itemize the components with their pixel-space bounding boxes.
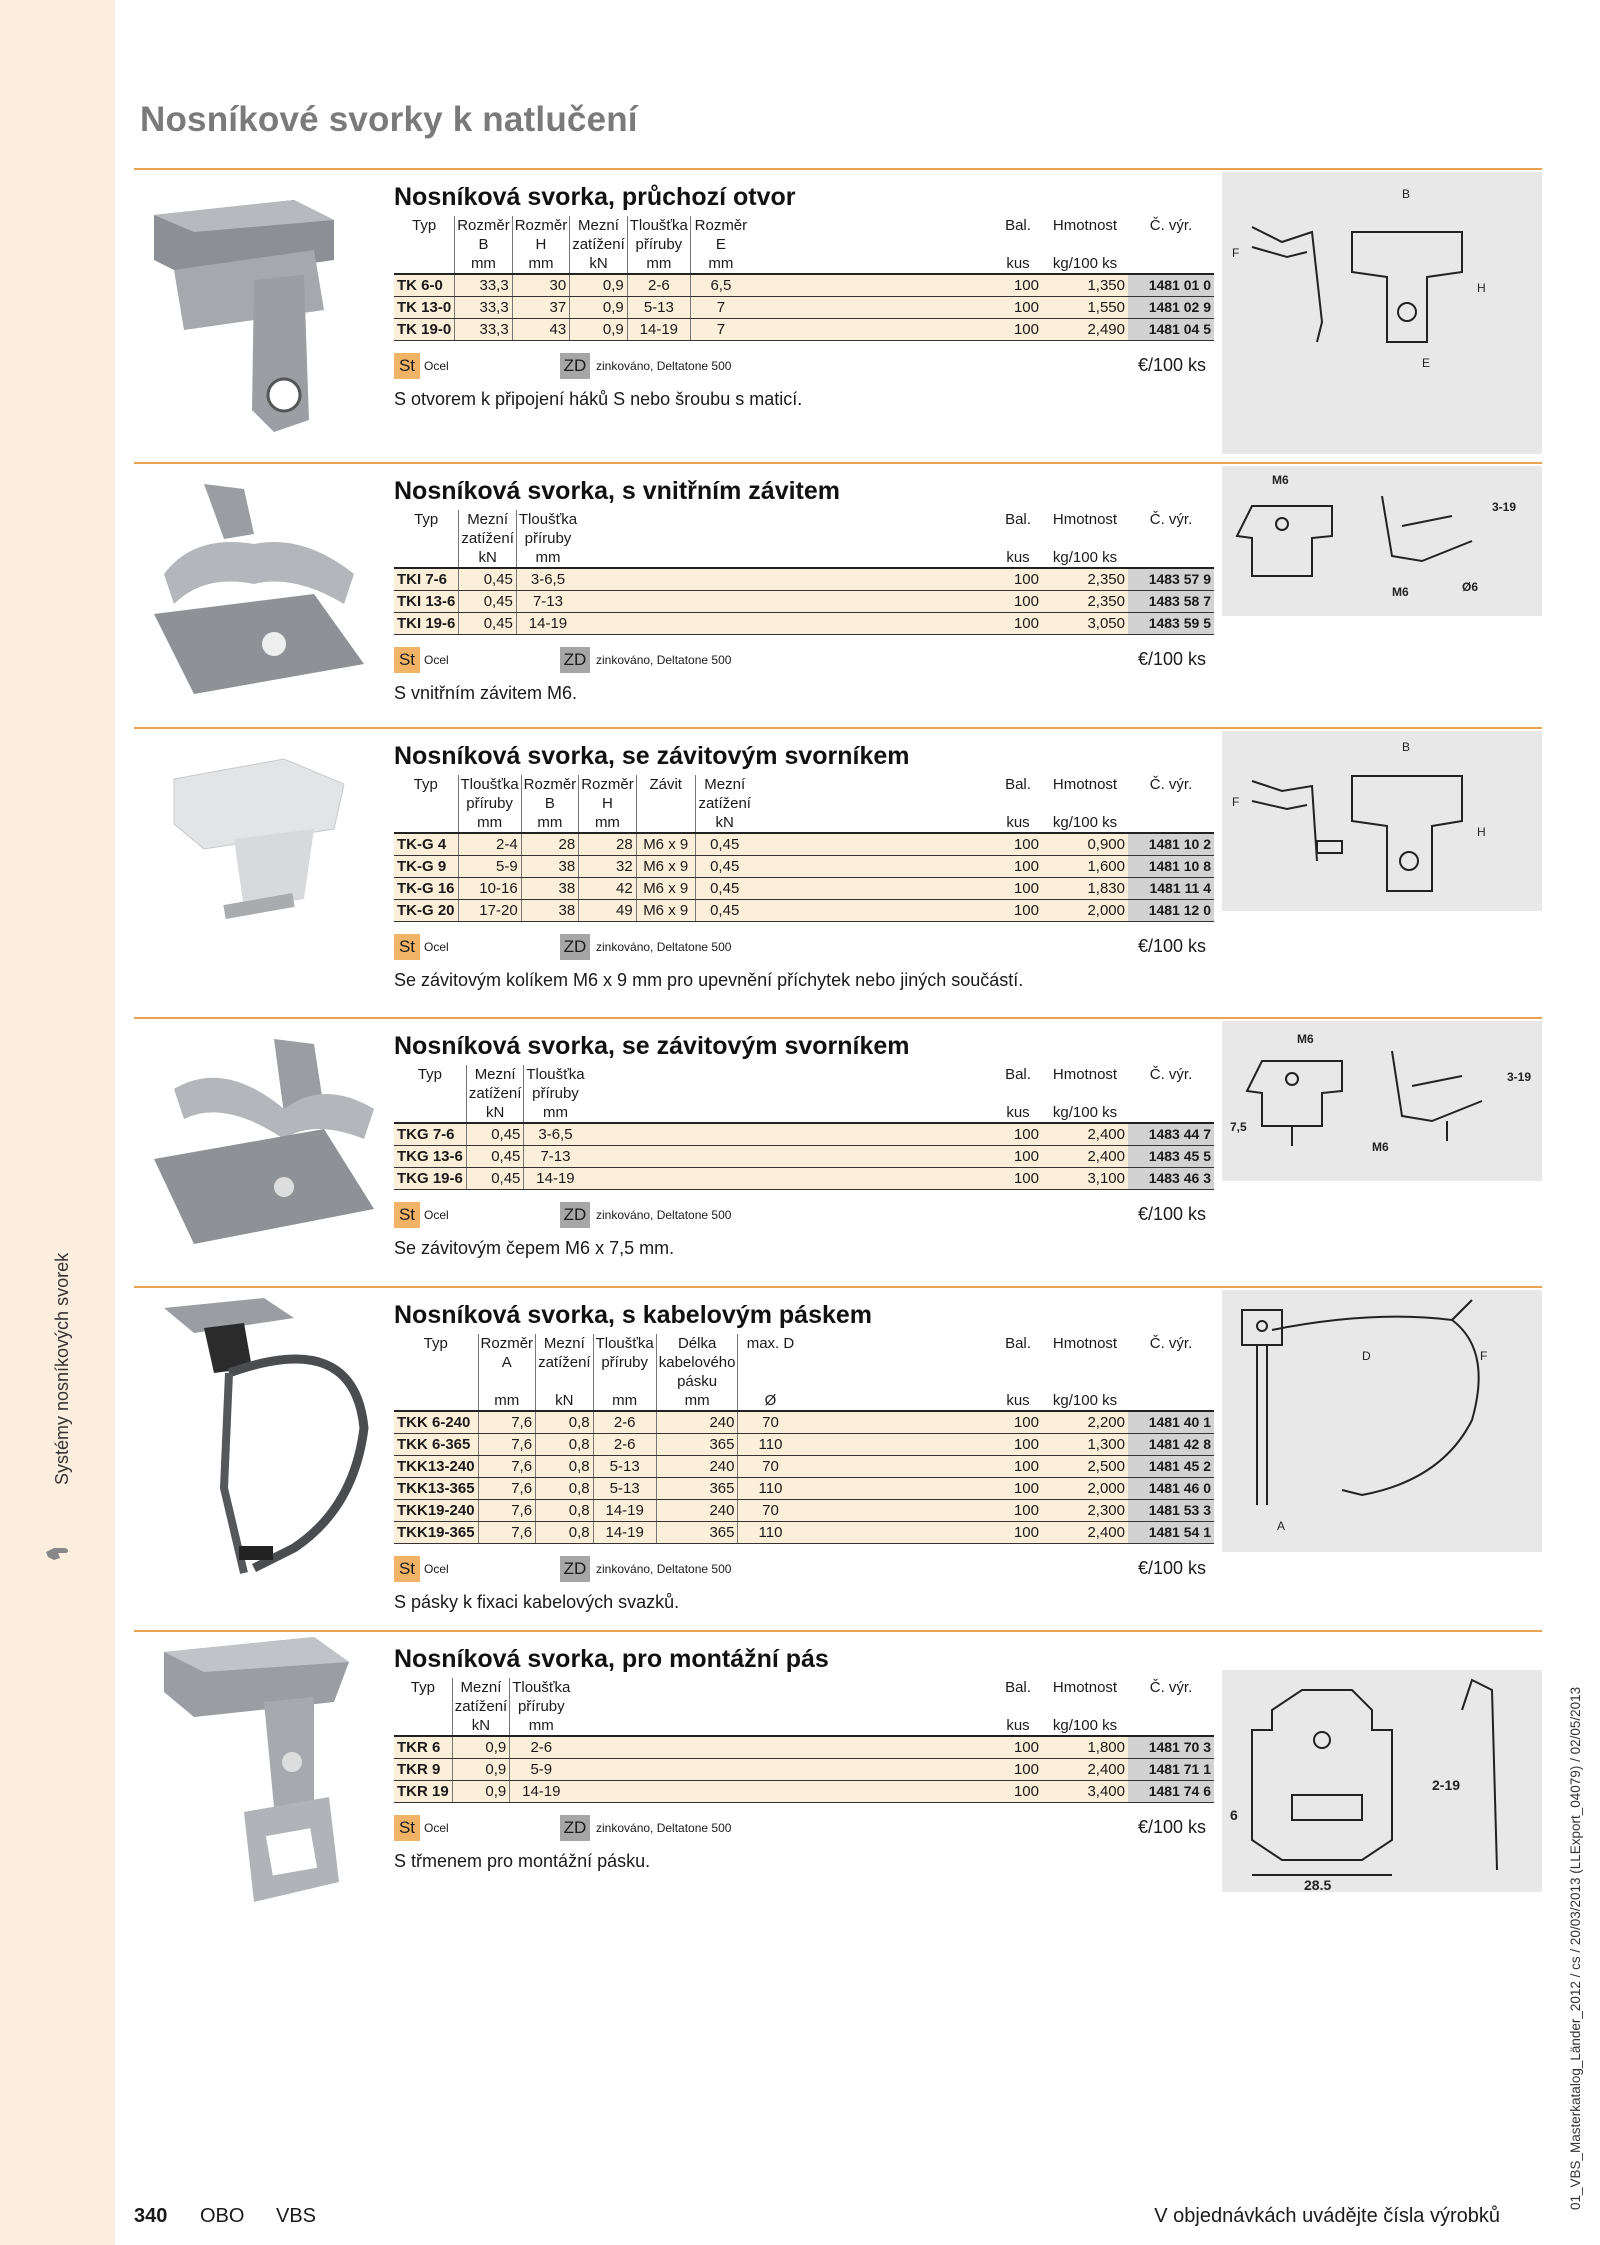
svg-text:7,5: 7,5 bbox=[1230, 1120, 1247, 1134]
product-section-tkk bbox=[134, 1286, 1542, 1628]
col-header: Mezní zatížení bbox=[698, 776, 751, 812]
col-header: Rozměr B bbox=[455, 216, 513, 254]
material-tag-zd: ZD bbox=[560, 1815, 590, 1841]
catalog-meta: 01_VBS_Masterkatalog_Länder_2012 / cs / 20/03/2013 (LLExport_04079) / 02/05/2013 bbox=[1568, 1686, 1583, 2210]
product-photo bbox=[134, 170, 384, 450]
product-note: S vnitřním závitem M6. bbox=[394, 683, 578, 703]
table-row: TKR 19 0,9 14-19 100 3,400 1481 74 6 bbox=[394, 1781, 1214, 1803]
product-photo bbox=[134, 729, 384, 1009]
series-name: VBS bbox=[276, 2205, 317, 2227]
spec-table: Typ Rozměr A Mezní zatížení Tloušťka příruby Délka kabelového pásku max. D Bal. Hmotnost Č. výr. mm kN mm mm Ø kus kg/100 ks TKK 6-240 7,6 0,8 2-6 240 70 100 2,200 1481 40 1 TKK 6-365 7,6 0,8 2-6 365 110 100 1,300 1481 42 8 TKK13-240 7,6 0,8 5-13 240 70 100 2,500 1481 45 2 TKK13-365 7,6 0,8 5-13 365 110 100 2,000 1481 46 0 TKK19-240 7,6 0,8 14-19 240 70 100 2,300 1481 53 3 TKK19-365 7,6 0,8 14-19 365 110 100 2,400 1481 54 1 bbox=[394, 1334, 1214, 1544]
product-content bbox=[394, 1632, 1214, 1872]
col-header: Rozměr H bbox=[579, 775, 637, 813]
section-title: Nosníková svorka, s vnitřním závitem bbox=[394, 477, 841, 505]
material-row: St Ocel ZD zinkováno, Deltatone 500 €/100 ks bbox=[394, 1198, 1214, 1232]
table-row: TKI 7-6 0,45 3-6,5 100 2,350 1483 57 9 bbox=[394, 568, 1214, 591]
col-header: Tloušťka příruby bbox=[458, 775, 521, 813]
material-tag-zd: ZD bbox=[560, 1556, 590, 1582]
technical-drawing bbox=[1222, 1670, 1542, 1892]
clip-photo-icon bbox=[134, 1632, 384, 1932]
material-tag-st: St bbox=[394, 1556, 420, 1582]
col-header: Mezní zatížení bbox=[452, 1678, 510, 1716]
hand-pointer-icon bbox=[44, 1540, 72, 1562]
svg-text:H: H bbox=[1477, 281, 1486, 295]
product-section-tk bbox=[134, 168, 1542, 460]
svg-text:D: D bbox=[1362, 1349, 1371, 1363]
spec-table: Typ Mezní zatížení Tloušťka příruby Bal. Hmotnost Č. výr. kN mm kus kg/100 ks TKR 6 0,9 2-6 100 1,800 1481 70 3 TKR 9 0,9 5-9 100 2,400 1481 71 1 TKR 19 0,9 14-19 100 3,400 1481 74 6 bbox=[394, 1678, 1214, 1803]
price-unit: €/100 ks bbox=[1137, 1204, 1206, 1224]
col-header: Tloušťka příruby bbox=[512, 1679, 571, 1715]
product-photo bbox=[134, 1019, 384, 1269]
material-row: St Ocel ZD zinkováno, Deltatone 500 €/100 ks bbox=[394, 930, 1214, 964]
svg-text:M6: M6 bbox=[1392, 585, 1409, 599]
svg-text:B: B bbox=[1402, 740, 1411, 754]
clip-drawing-icon bbox=[1222, 1021, 1542, 1181]
product-section-tkr bbox=[134, 1630, 1542, 1932]
col-header: Tloušťka příruby bbox=[526, 1066, 585, 1102]
table-row: TKG 19-6 0,45 14-19 100 3,100 1483 46 3 bbox=[394, 1168, 1214, 1190]
product-note: S otvorem k připojení háků S nebo šroubu s maticí. bbox=[394, 389, 803, 409]
col-header: Závit bbox=[636, 775, 695, 813]
material-tag-zd: ZD bbox=[560, 647, 590, 673]
table-row: TK 13-0 33,3 37 0,9 5-13 7 100 1,550 1481 02 9 bbox=[394, 297, 1214, 319]
table-row: TK-G 9 5-9 38 32 M6 x 9 0,45 100 1,600 1481 10 8 bbox=[394, 856, 1214, 878]
product-content bbox=[394, 464, 1214, 704]
section-title: Nosníková svorka, průchozí otvor bbox=[394, 183, 796, 211]
svg-text:6: 6 bbox=[1230, 1807, 1238, 1823]
product-photo bbox=[134, 1632, 384, 1932]
material-tag-zd: ZD bbox=[560, 934, 590, 960]
technical-drawing bbox=[1222, 466, 1542, 616]
product-content bbox=[394, 1019, 1214, 1259]
section-title: Nosníková svorka, s kabelovým páskem bbox=[394, 1301, 873, 1329]
material-row: St Ocel ZD zinkováno, Deltatone 500 €/100 ks bbox=[394, 643, 1214, 677]
col-bal: Bal. bbox=[1005, 217, 1031, 234]
svg-text:M6: M6 bbox=[1297, 1032, 1314, 1046]
product-content bbox=[394, 1288, 1214, 1613]
page-title: Nosníkové svorky k natlučení bbox=[140, 100, 638, 139]
spec-table: Typ Mezní zatížení Tloušťka příruby Bal. Hmotnost Č. výr. kN mm kus kg/100 ks TKG 7-6 0,45 3-6,5 100 2,400 1483 44 7 TKG 13-6 0,45 7-13 100 2,400 1483 45 5 TKG 19-6 0,45 14-19 100 3,100 1483 46 3 bbox=[394, 1065, 1214, 1190]
table-row: TK 6-0 33,3 30 0,9 2-6 6,5 100 1,350 1481 01 0 bbox=[394, 274, 1214, 297]
col-header: Tloušťka příruby bbox=[593, 1334, 656, 1391]
clip-photo-icon bbox=[134, 170, 384, 450]
col-header: Mezní zatížení bbox=[536, 1334, 594, 1391]
material-row: St Ocel ZD zinkováno, Deltatone 500 €/100 ks bbox=[394, 1552, 1214, 1586]
table-row: TKR 6 0,9 2-6 100 1,800 1481 70 3 bbox=[394, 1736, 1214, 1759]
table-row: TKR 9 0,9 5-9 100 2,400 1481 71 1 bbox=[394, 1759, 1214, 1781]
technical-drawing bbox=[1222, 1290, 1542, 1552]
col-hmotnost: Hmotnost bbox=[1052, 217, 1118, 234]
svg-text:H: H bbox=[1477, 825, 1486, 839]
col-cvyr: Č. výr. bbox=[1149, 217, 1193, 234]
svg-text:Ø6: Ø6 bbox=[1462, 580, 1479, 594]
product-section-tk-g bbox=[134, 727, 1542, 1014]
page-number: 340 bbox=[134, 2205, 168, 2227]
technical-drawing bbox=[1222, 731, 1542, 911]
technical-drawing bbox=[1222, 172, 1542, 454]
col-header: Mezní zatížení bbox=[459, 510, 517, 548]
product-section-tkg bbox=[134, 1017, 1542, 1284]
technical-drawing bbox=[1222, 1021, 1542, 1181]
material-tag-st: St bbox=[394, 353, 420, 379]
col-header: max. D bbox=[746, 1335, 795, 1352]
svg-text:A: A bbox=[1277, 1519, 1286, 1533]
product-note: S pásky k fixaci kabelových svazků. bbox=[394, 1592, 680, 1612]
product-photo bbox=[134, 1288, 384, 1588]
table-row: TKK 6-365 7,6 0,8 2-6 365 110 100 1,300 1481 42 8 bbox=[394, 1434, 1214, 1456]
material-row: St Ocel ZD zinkováno, Deltatone 500 €/100 ks bbox=[394, 1811, 1214, 1845]
svg-text:F: F bbox=[1232, 246, 1240, 260]
svg-text:B: B bbox=[1402, 187, 1411, 201]
section-title: Nosníková svorka, se závitovým svorníkem bbox=[394, 742, 910, 770]
clip-drawing-icon bbox=[1222, 172, 1542, 454]
col-header: Délka kabelového pásku bbox=[656, 1334, 738, 1391]
table-row: TKI 19-6 0,45 14-19 100 3,050 1483 59 5 bbox=[394, 613, 1214, 635]
col-header: Rozměr A bbox=[478, 1334, 536, 1391]
table-row: TK-G 20 17-20 38 49 M6 x 9 0,45 100 2,000 1481 12 0 bbox=[394, 900, 1214, 922]
price-unit: €/100 ks bbox=[1137, 649, 1206, 669]
table-row: TKG 13-6 0,45 7-13 100 2,400 1483 45 5 bbox=[394, 1146, 1214, 1168]
material-tag-st: St bbox=[394, 647, 420, 673]
material-row: St Ocel ZD zinkováno, Deltatone 500 €/100 ks bbox=[394, 349, 1214, 383]
col-header: Tloušťka příruby bbox=[518, 511, 578, 547]
order-note: V objednávkách uvádějte čísla výrobků bbox=[1154, 2205, 1500, 2227]
col-header: Rozměr E bbox=[694, 217, 748, 253]
side-label: Systémy nosníkových svorek bbox=[52, 1252, 72, 1485]
product-note: Se závitovým čepem M6 x 7,5 mm. bbox=[394, 1238, 675, 1258]
col-typ: Typ bbox=[394, 216, 455, 254]
section-title: Nosníková svorka, pro montážní pás bbox=[394, 1645, 829, 1673]
col-header: Mezní zatížení bbox=[466, 1065, 524, 1103]
table-row: TKK19-365 7,6 0,8 14-19 365 110 100 2,400 1481 54 1 bbox=[394, 1522, 1214, 1544]
price-unit: €/100 ks bbox=[1137, 355, 1206, 375]
brand-name: OBO bbox=[200, 2205, 245, 2227]
svg-text:F: F bbox=[1232, 795, 1240, 809]
clip-photo-icon bbox=[134, 1288, 384, 1588]
table-row: TK-G 16 10-16 38 42 M6 x 9 0,45 100 1,830 1481 11 4 bbox=[394, 878, 1214, 900]
product-content bbox=[394, 170, 1214, 410]
product-content bbox=[394, 729, 1214, 991]
col-header: Rozměr B bbox=[521, 775, 579, 813]
svg-text:3-19: 3-19 bbox=[1507, 1070, 1532, 1084]
price-unit: €/100 ks bbox=[1137, 936, 1206, 956]
table-row: TKK 6-240 7,6 0,8 2-6 240 70 100 2,200 1481 40 1 bbox=[394, 1411, 1214, 1434]
section-title: Nosníková svorka, se závitovým svorníkem bbox=[394, 1032, 910, 1060]
clip-drawing-icon bbox=[1222, 731, 1542, 911]
col-header: Tloušťka příruby bbox=[627, 216, 690, 254]
product-note: Se závitovým kolíkem M6 x 9 mm pro upevnění příchytek nebo jiných součástí. bbox=[394, 970, 1024, 990]
svg-text:M6: M6 bbox=[1372, 1140, 1389, 1154]
clip-photo-icon bbox=[134, 1019, 384, 1269]
spec-table: Typ Rozměr B Rozměr H Mezní zatížení Tloušťka příruby Rozměr E Bal. Hmotnost Č. výr. mm mm kN mm mm kus kg/100 ks TK 6-0 33,3 30 0,9 2-6 6,5 100 1,350 1481 01 0 TK 13-0 33,3 37 0,9 5-13 7 100 1,550 1481 02 9 TK 19-0 33,3 43 0,9 14-19 7 100 2,490 1481 04 5 bbox=[394, 216, 1214, 341]
material-tag-st: St bbox=[394, 1815, 420, 1841]
svg-text:E: E bbox=[1422, 356, 1431, 370]
col-header: Mezní zatížení bbox=[570, 216, 628, 254]
table-row: TKK13-365 7,6 0,8 5-13 365 110 100 2,000 1481 46 0 bbox=[394, 1478, 1214, 1500]
svg-text:3-19: 3-19 bbox=[1492, 500, 1517, 514]
svg-text:28.5: 28.5 bbox=[1304, 1877, 1332, 1892]
table-row: TK 19-0 33,3 43 0,9 14-19 7 100 2,490 1481 04 5 bbox=[394, 319, 1214, 341]
material-tag-zd: ZD bbox=[560, 353, 590, 379]
table-row: TKK19-240 7,6 0,8 14-19 240 70 100 2,300 1481 53 3 bbox=[394, 1500, 1214, 1522]
product-note: S třmenem pro montážní pásku. bbox=[394, 1851, 651, 1871]
spec-table: Typ Mezní zatížení Tloušťka příruby Bal. Hmotnost Č. výr. kN mm kus kg/100 ks TKI 7-6 0,45 3-6,5 100 2,350 1483 57 9 TKI 13-6 0,45 7-13 100 2,350 1483 58 7 TKI 19-6 0,45 14-19 100 3,050 1483 59 5 bbox=[394, 510, 1214, 635]
material-tag-st: St bbox=[394, 1202, 420, 1228]
clip-drawing-icon bbox=[1222, 466, 1542, 616]
left-color-band bbox=[0, 0, 115, 2245]
svg-text:2-19: 2-19 bbox=[1432, 1777, 1461, 1793]
material-tag-zd: ZD bbox=[560, 1202, 590, 1228]
clip-drawing-icon bbox=[1222, 1670, 1542, 1892]
material-tag-st: St bbox=[394, 934, 420, 960]
product-photo bbox=[134, 464, 384, 719]
table-row: TKG 7-6 0,45 3-6,5 100 2,400 1483 44 7 bbox=[394, 1123, 1214, 1146]
product-section-tki bbox=[134, 462, 1542, 724]
clip-photo-icon bbox=[134, 464, 384, 719]
svg-text:F: F bbox=[1480, 1349, 1488, 1363]
clip-drawing-icon bbox=[1222, 1290, 1542, 1552]
price-unit: €/100 ks bbox=[1137, 1817, 1206, 1837]
clip-photo-icon bbox=[134, 729, 384, 1009]
table-row: TK-G 4 2-4 28 28 M6 x 9 0,45 100 0,900 1481 10 2 bbox=[394, 833, 1214, 856]
price-unit: €/100 ks bbox=[1137, 1558, 1206, 1578]
col-header: Rozměr H bbox=[512, 216, 570, 254]
table-row: TKK13-240 7,6 0,8 5-13 240 70 100 2,500 1481 45 2 bbox=[394, 1456, 1214, 1478]
table-row: TKI 13-6 0,45 7-13 100 2,350 1483 58 7 bbox=[394, 591, 1214, 613]
svg-text:M6: M6 bbox=[1272, 473, 1289, 487]
spec-table: Typ Tloušťka příruby Rozměr B Rozměr H Závit Mezní zatížení Bal. Hmotnost Č. výr. mm mm mm kN kus kg/100 ks TK-G 4 2-4 28 28 M6 x 9 0,45 100 0,900 1481 10 2 TK-G 9 5-9 38 32 M6 x 9 0,45 100 1,600 1481 10 8 TK-G 16 10-16 38 42 M6 x 9 0,45 100 1,830 1481 11 4 TK-G 20 17-20 38 49 M6 x 9 0,45 100 2,000 1481 12 0 bbox=[394, 775, 1214, 922]
